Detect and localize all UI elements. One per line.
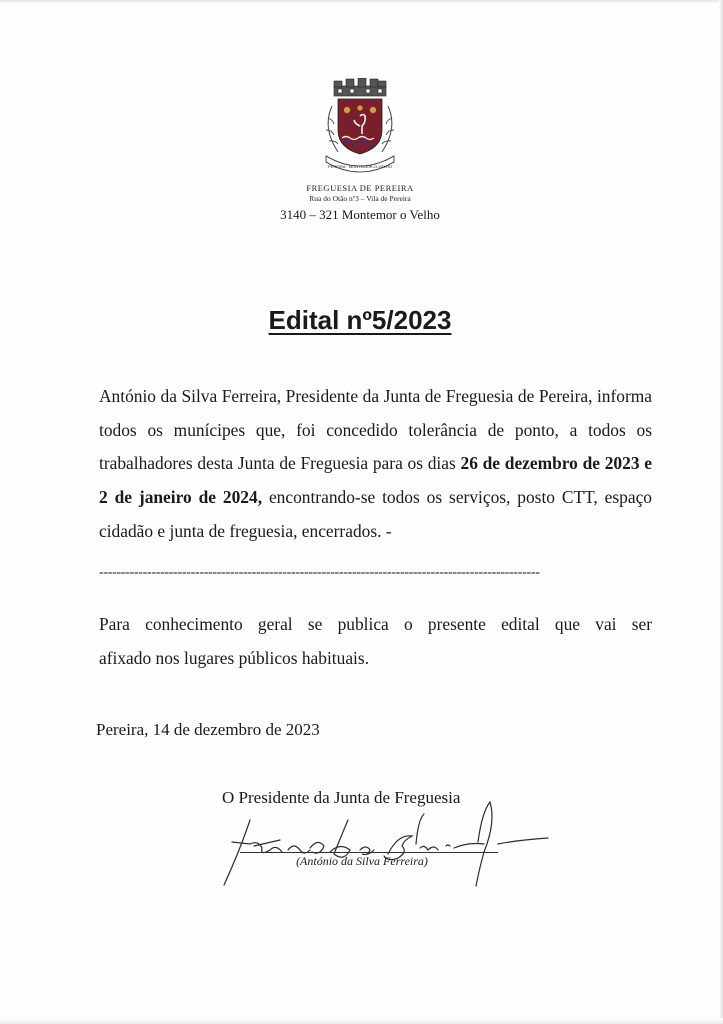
coat-of-arms-icon bbox=[314, 78, 406, 178]
place-and-date: Pereira, 14 de dezembro de 2023 bbox=[96, 720, 320, 739]
scan-edge-right bbox=[719, 0, 723, 1024]
paragraph-intro: António da Silva Ferreira, Presidente da Junta de Freguesia de Pereira, informa todos os munícipes que, foi concedido tolerância de ponto, a todos os trabalhadores desta Junta de Freguesia para os dias bbox=[99, 386, 652, 474]
mural-crown-icon bbox=[334, 78, 386, 96]
crest-ribbon-text: PEREIRA · MONTEMOR-O-VELHO bbox=[327, 164, 393, 169]
handwritten-signature-icon bbox=[210, 800, 570, 890]
parish-postal-code: 3140 – 321 Montemor o Velho bbox=[280, 207, 440, 222]
parish-name: FREGUESIA DE PEREIRA bbox=[306, 183, 414, 193]
publication-line-1: Para conhecimento geral se publica o presente edital que vai ser bbox=[99, 614, 652, 634]
publication-line-2: afixado nos lugares públicos habituais. bbox=[99, 647, 369, 668]
separator-line: ----------------------------------------------------------------------------------------------------- bbox=[99, 565, 540, 580]
paragraph-dates: 26 de dezembro de 2023 e 2 de janeiro de 2024, bbox=[99, 453, 652, 508]
signature-title: O Presidente da Junta de Freguesia bbox=[222, 788, 461, 807]
scan-edge-top bbox=[0, 0, 723, 4]
letterhead bbox=[160, 183, 560, 223]
signatory-name: (António da Silva Ferreira) bbox=[296, 854, 428, 868]
paragraph-rest: encontrando-se todos os serviços, posto CTT, espaço cidadão e junta de freguesia, encerrados. - bbox=[99, 487, 653, 541]
document-title bbox=[160, 302, 560, 338]
publication-paragraph bbox=[99, 608, 652, 675]
parish-address: Rua do Otão nº3 – Vila de Pereira bbox=[309, 194, 411, 203]
announcement-paragraph bbox=[99, 380, 652, 549]
scan-edge-bottom bbox=[0, 1018, 723, 1024]
document-title-text: Edital nº5/2023 bbox=[268, 305, 452, 335]
